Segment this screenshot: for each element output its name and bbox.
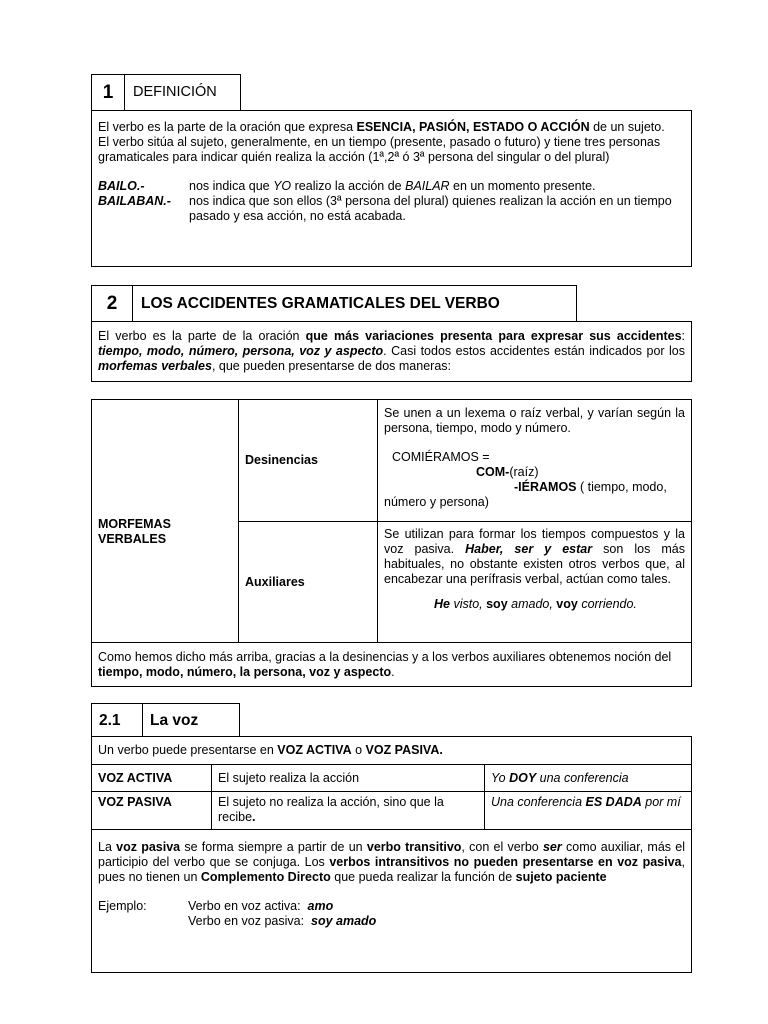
example-bailo: BAILO.- nos indica que YO realizo la acción de BAILAR en un momento presente. [98, 179, 596, 193]
auxiliares-desc: Se utilizan para formar los tiempos compuestos y la voz pasiva. Haber, ser y estar son los más habituales, no obstante existen otros verbos que, al encabezar una perífrasis verbal, actúan como tales. He visto, soy amado, voy corriendo. [378, 522, 692, 643]
voz-table [91, 764, 692, 830]
section-1-title: DEFINICIÓN [124, 74, 241, 111]
voz-pasiva-desc: El sujeto no realiza la acción, sino que la recibe. [212, 792, 485, 830]
definition-intro: El verbo es la parte de la oración que expresa ESENCIA, PASIÓN, ESTADO O ACCIÓN de un sujeto. [98, 120, 665, 134]
example-bailaban: BAILABAN.- nos indica que son ellos (3ª persona del plural) quienes realizan la acción en un tiempo pasado y esa acción, no está acabada. [98, 194, 672, 223]
section-2-number: 2 [91, 285, 133, 322]
voz-intro: Un verbo puede presentarse en VOZ ACTIVA o VOZ PASIVA. [91, 736, 692, 765]
desinencias-desc: Se unen a un lexema o raíz verbal, y varían según la persona, tiempo, modo y número. COMIÉRAMOS = COM-(raíz) -IÉRAMOS ( tiempo, modo, número y persona) [378, 400, 692, 522]
voz-activa-example: Yo DOY una conferencia [485, 765, 692, 792]
ejemplo-activa: Ejemplo: Verbo en voz activa: amo [98, 899, 334, 913]
voz-pasiva-example: Una conferencia ES DADA por mí [485, 792, 692, 830]
section-1-number: 1 [91, 74, 125, 111]
table-row [92, 765, 692, 792]
voz-pasiva-label: VOZ PASIVA [92, 792, 212, 830]
section-2-1-title: La voz [142, 703, 240, 737]
voz-activa-desc: El sujeto realiza la acción [212, 765, 485, 792]
ejemplo-pasiva: Verbo en voz pasiva: soy amado [188, 914, 377, 928]
section-2-title: LOS ACCIDENTES GRAMATICALES DEL VERBO [132, 285, 577, 322]
morfemas-footer: Como hemos dicho más arriba, gracias a la desinencias y a los verbos auxiliares obtenemos noción del tiempo, modo, número, la persona, voz y aspecto. [92, 643, 692, 687]
definition-para: El verbo sitúa al sujeto, generalmente, en un tiempo (presente, pasado o futuro) y tiene tres personas gramaticales para indicar quién realiza la acción (1ª,2ª ó 3ª persona del singular o del plural) [98, 135, 661, 164]
table-row [92, 792, 692, 830]
voz-pasiva-explanation: La voz pasiva se forma siempre a partir de un verbo transitivo, con el verbo ser como auxiliar, más el participio del verbo que se conjuga. Los verbos intransitivos no pueden presentarse en voz pasiva, pues no tienen un Complemento Directo que pueda realizar la función de sujeto paciente Ejemplo: Verbo en voz activa: amo Verbo en voz pasiva: soy amado [91, 829, 692, 973]
voz-activa-label: VOZ ACTIVA [92, 765, 212, 792]
auxiliares-label: Auxiliares [239, 522, 378, 643]
desinencias-label: Desinencias [239, 400, 378, 522]
section-1-body [91, 110, 692, 267]
morfemas-table [91, 399, 692, 687]
morfemas-label: MORFEMAS VERBALES [92, 400, 239, 643]
section-2-1-number: 2.1 [91, 703, 143, 737]
section-2-body: El verbo es la parte de la oración que más variaciones presenta para expresar sus accidentes: tiempo, modo, número, persona, voz y aspecto. Casi todos estos accidentes están indicados por los morfemas verbales, que pueden presentarse de dos maneras: [91, 321, 692, 382]
